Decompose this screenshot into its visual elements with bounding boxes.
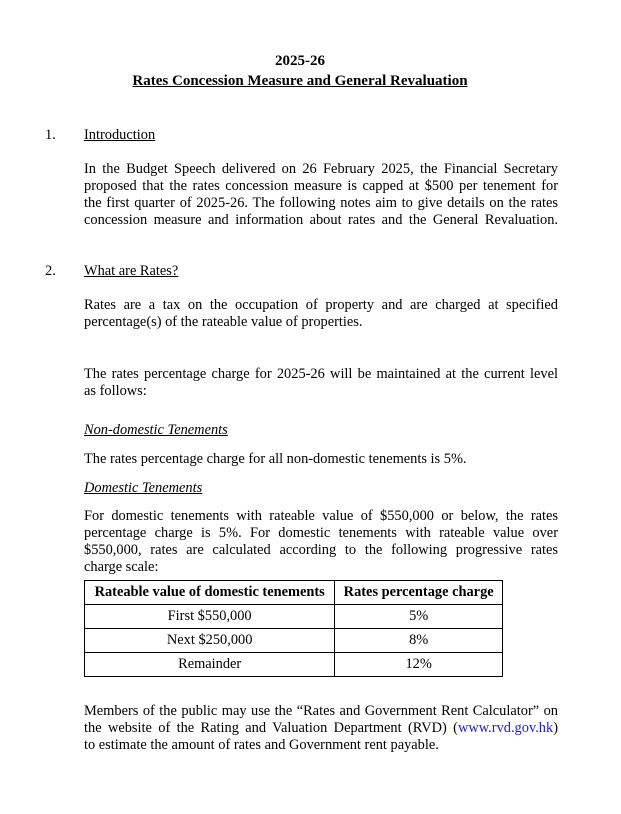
section-heading-what-are-rates: What are Rates? <box>84 263 179 279</box>
paragraph-line: as follows: <box>84 383 147 399</box>
introduction-paragraph <box>84 161 558 229</box>
paragraph-line <box>84 720 558 737</box>
paragraph-line: proposed that the rates concession measure is capped at $500 per tenement for <box>84 178 558 194</box>
calculator-note-text: the website of the Rating and Valuation Department (RVD) ( <box>84 720 458 736</box>
non-domestic-text: The rates percentage charge for all non-domestic tenements is 5%. <box>84 451 467 467</box>
document-title-text: Rates Concession Measure and General Revaluation <box>132 73 468 89</box>
percentage-charge-cell: 5% <box>335 605 503 629</box>
section-number-2: 2. <box>45 263 56 279</box>
paragraph-line: percentage(s) of the rateable value of properties. <box>84 314 363 330</box>
non-domestic-heading: Non-domestic Tenements <box>84 422 228 438</box>
percentage-charge-cell: 12% <box>335 653 503 677</box>
paragraph-line: to estimate the amount of rates and Government rent payable. <box>84 737 439 753</box>
calculator-note-paragraph <box>84 703 558 754</box>
paragraph-line: $550,000, rates are calculated according to the following progressive rates <box>84 542 558 558</box>
column-header-rateable-value: Rateable value of domestic tenements <box>85 581 335 605</box>
rates-definition-paragraph <box>84 297 558 331</box>
rateable-value-cell: Next $250,000 <box>85 629 335 653</box>
document-year: 2025-26 <box>275 53 325 69</box>
percentage-charge-cell: 8% <box>335 629 503 653</box>
paragraph-line: Rates are a tax on the occupation of property and are charged at specified <box>84 297 558 313</box>
paragraph-line: Members of the public may use the “Rates and Government Rent Calculator” on <box>84 703 558 719</box>
paragraph-line: charge scale: <box>84 559 159 575</box>
paragraph-line: In the Budget Speech delivered on 26 February 2025, the Financial Secretary <box>84 161 558 177</box>
rates-maintained-paragraph <box>84 366 558 400</box>
domestic-heading: Domestic Tenements <box>84 480 203 496</box>
table-row <box>85 605 503 629</box>
section-heading-introduction: Introduction <box>84 127 156 143</box>
rateable-value-cell: Remainder <box>85 653 335 677</box>
paragraph-line: For domestic tenements with rateable value of $550,000 or below, the rates <box>84 508 558 524</box>
calculator-note-text: ) <box>553 720 558 736</box>
document-title <box>0 73 600 90</box>
table-row <box>85 629 503 653</box>
paragraph-line: concession measure and information about rates and the General Revaluation. <box>84 212 558 228</box>
table-header-row <box>85 581 503 605</box>
paragraph-line: The rates percentage charge for 2025-26 will be maintained at the current level <box>84 366 558 382</box>
column-header-percentage-charge: Rates percentage charge <box>335 581 503 605</box>
domestic-paragraph <box>84 508 558 576</box>
rateable-value-cell: First $550,000 <box>85 605 335 629</box>
paragraph-line: the first quarter of 2025-26. The following notes aim to give details on the rates <box>84 195 558 211</box>
progressive-rates-table <box>84 580 503 677</box>
rvd-website-link[interactable]: www.rvd.gov.hk <box>457 720 554 736</box>
paragraph-line: percentage charge is 5%. For domestic tenements with rateable value over <box>84 525 558 541</box>
section-number-1: 1. <box>45 127 56 143</box>
table-row <box>85 653 503 677</box>
